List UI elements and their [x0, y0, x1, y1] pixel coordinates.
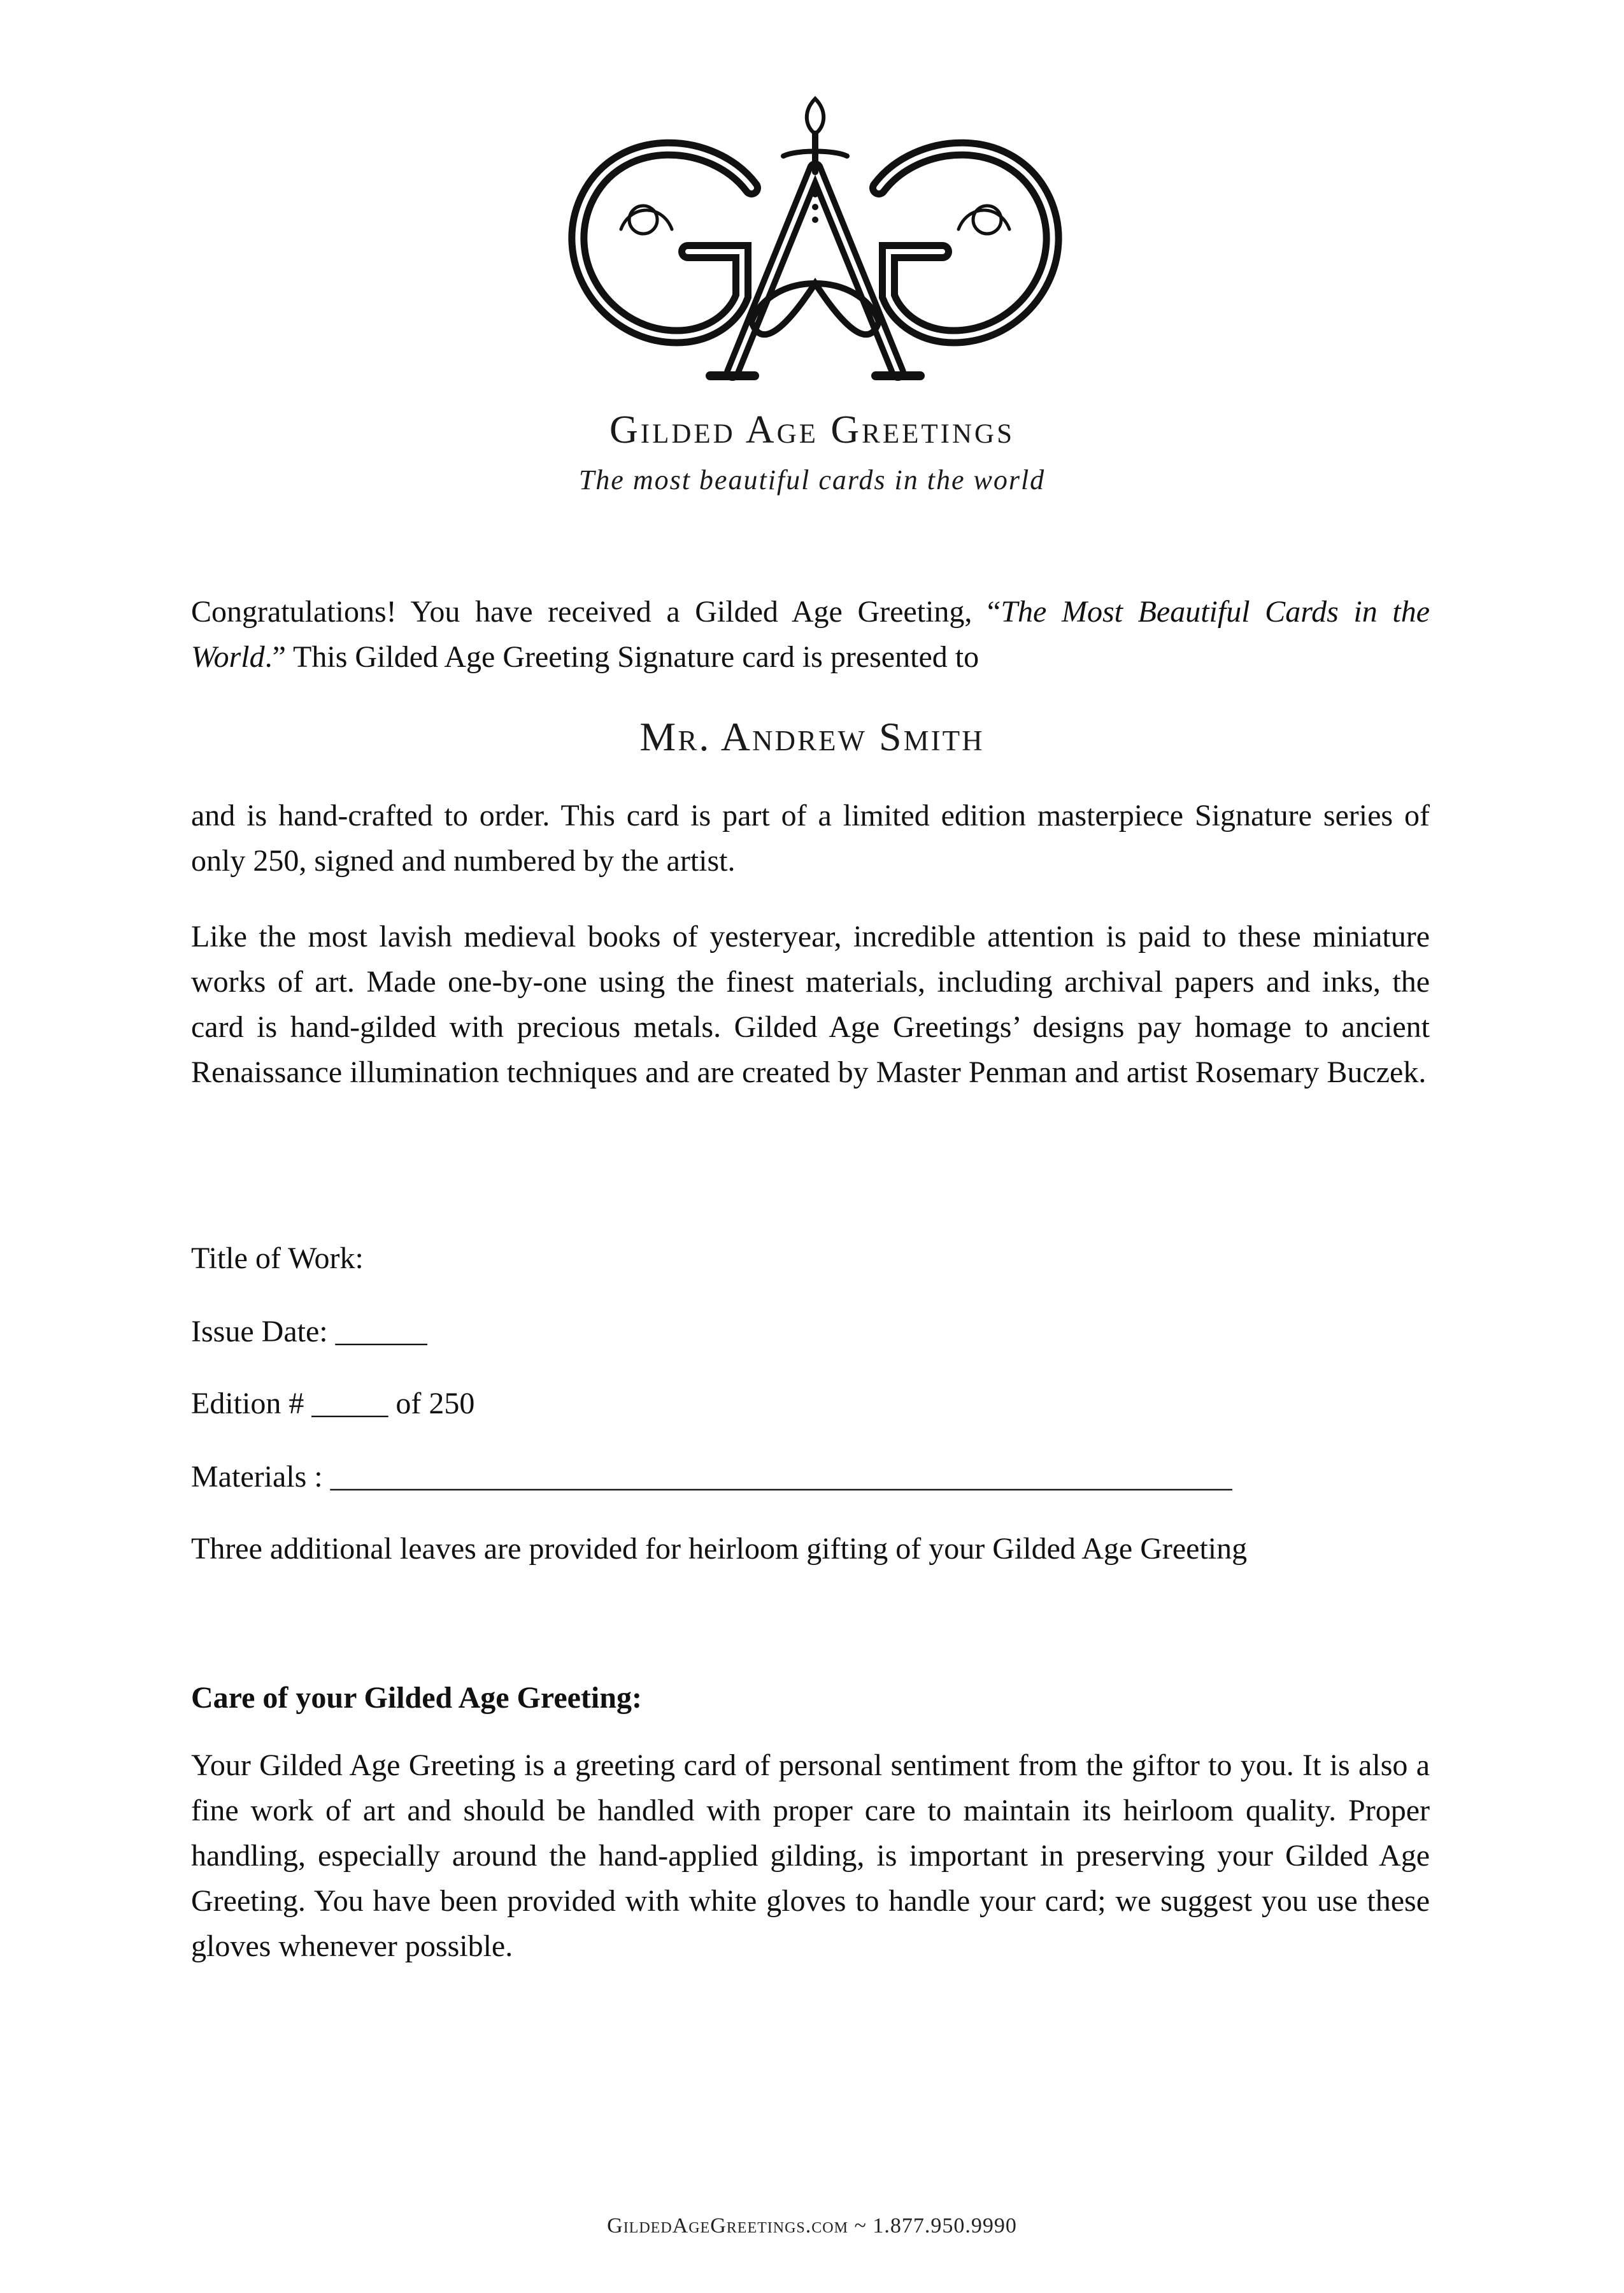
recipient-name: Mr. Andrew Smith [639, 714, 985, 759]
footer [0, 2214, 1624, 2238]
materials-field: Materials : ___________________________________________________________ [191, 1460, 1232, 1494]
edition-number-field: Edition # _____ of 250 [191, 1387, 475, 1420]
gag-monogram-logo-icon [560, 92, 1070, 404]
brand-tagline: The most beautiful cards in the world [578, 464, 1046, 496]
issue-date-field: Issue Date: ______ [191, 1315, 427, 1348]
title-of-work-field: Title of Work: [191, 1241, 364, 1275]
care-heading: Care of your Gilded Age Greeting: [191, 1681, 642, 1715]
intro-text-part2: .” This Gilded Age Greeting Signature card is presented to [264, 640, 979, 674]
intro-paragraph [191, 589, 1430, 680]
intro-italic-title: The Most Beautiful Cards in the World [191, 595, 1430, 674]
edition-paragraph: and is hand-crafted to order. This card is part of a limited edition masterpiece Signature series of only 250, signed and numbered by the artist. [191, 799, 1430, 878]
care-paragraph: Your Gilded Age Greeting is a greeting card of personal sentiment from the giftor to you. It is also a fine work of art and should be handled with proper care to maintain its heirloom quality. Proper handling, especially around the hand-applied gilding, is important in preserving your Gilded Age Greeting. You have been provided with white gloves to handle your card; we suggest you use these gloves whenever possible. [191, 1748, 1430, 1963]
intro-text-part1: Congratulations! You have received a Gilded Age Greeting, “ [191, 595, 1001, 629]
footer-phone: 1.877.950.9990 [873, 2214, 1017, 2238]
leaves-note: Three additional leaves are provided for heirloom gifting of your Gilded Age Greeting [191, 1532, 1248, 1566]
footer-separator: ~ [854, 2214, 867, 2238]
description-paragraph: Like the most lavish medieval books of yesteryear, incredible attention is paid to these miniature works of art. Made one-by-one using the finest materials, including archival papers and inks, the card is hand-gilded with precious metals. Gilded Age Greetings’ designs pay homage to ancient Renaissance illumination techniques and are created by Master Penman and artist Rosemary Buczek. [191, 920, 1430, 1089]
brand-name: Gilded Age Greetings [609, 408, 1015, 452]
footer-website: GildedAgeGreetings.com [607, 2214, 848, 2238]
